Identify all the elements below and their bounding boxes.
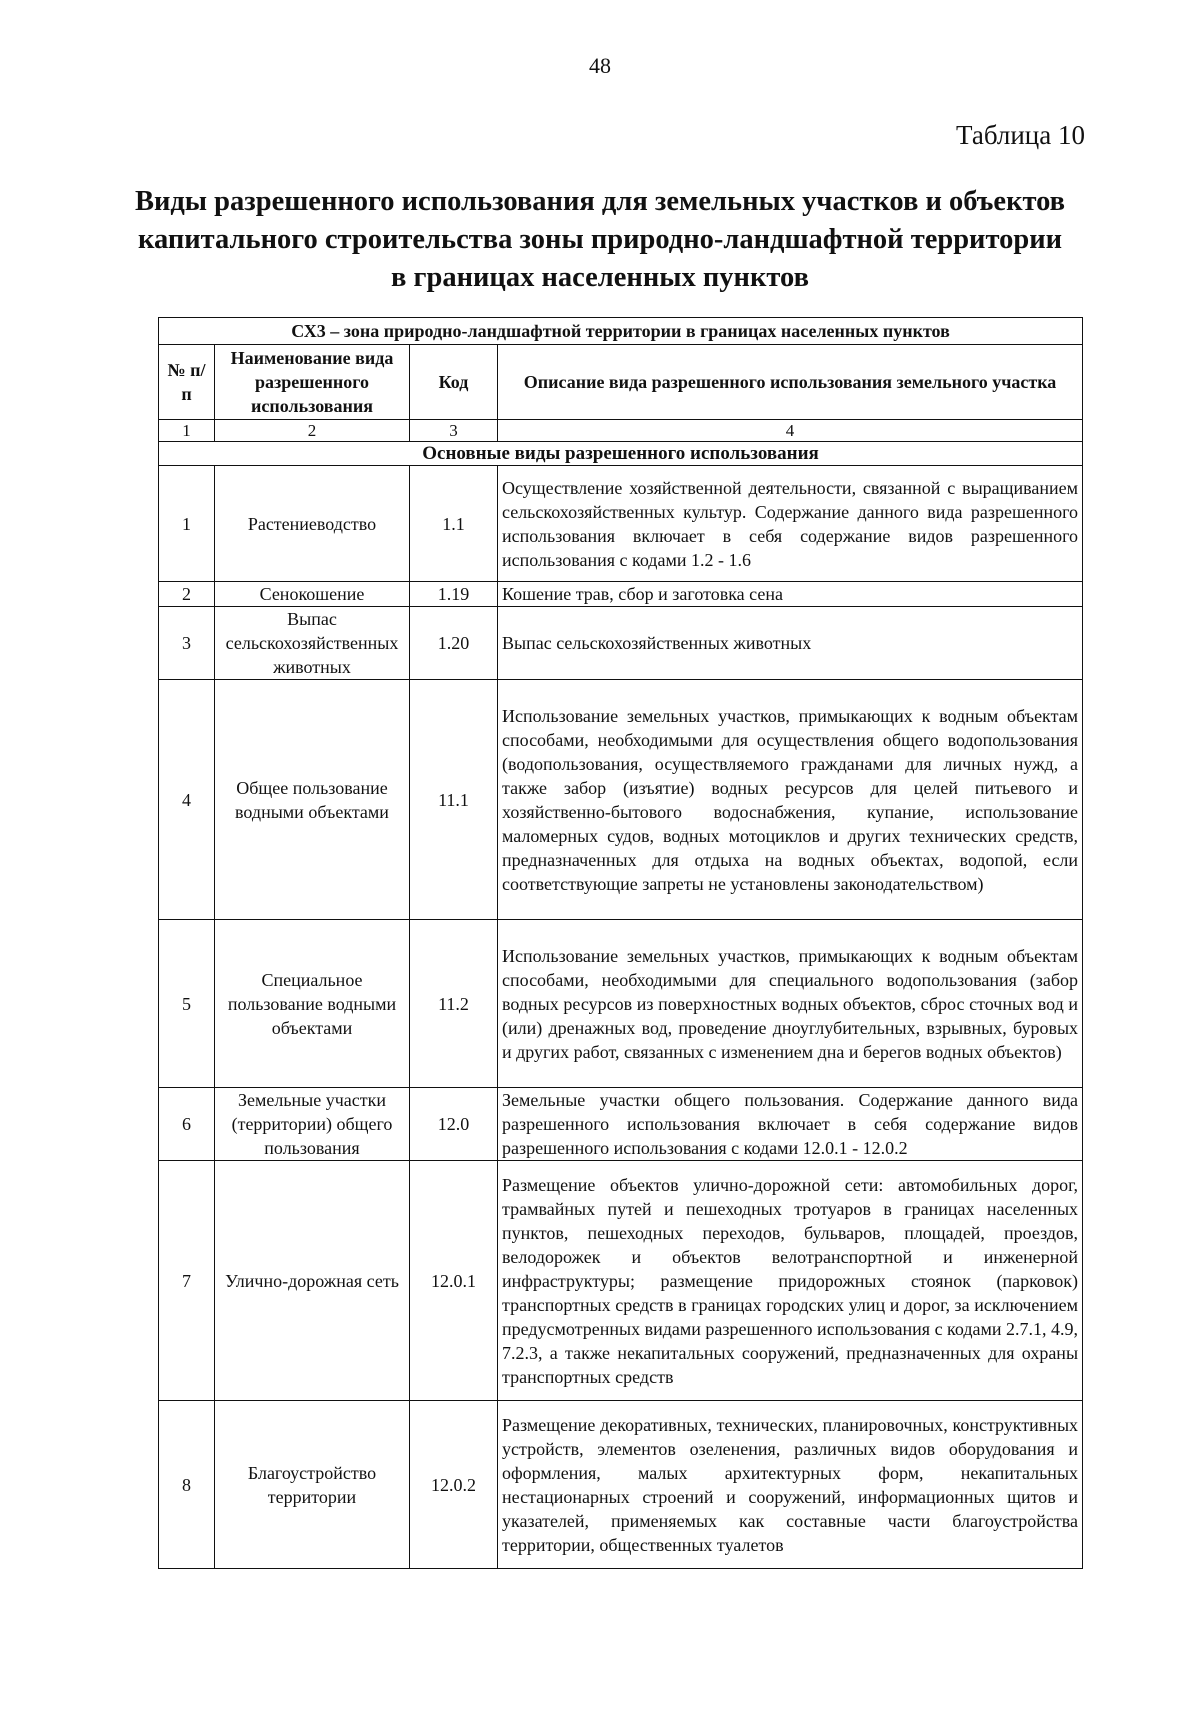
row-num: 3	[159, 607, 215, 680]
document-title: Виды разрешенного использования для земельных участков и объектов капитального строительства зоны природно-ландшафтной территории в границах населенных пунктов	[134, 186, 1066, 293]
column-number: 3	[410, 420, 498, 442]
row-name: Благоустройство территории	[215, 1401, 410, 1569]
header-code: Код	[410, 345, 498, 420]
permitted-use-table	[158, 317, 1083, 1569]
row-code: 1.1	[410, 466, 498, 582]
table-row	[159, 1161, 1083, 1401]
column-number: 1	[159, 420, 215, 442]
table-row	[159, 920, 1083, 1088]
table-row	[159, 607, 1083, 680]
row-code: 12.0.1	[410, 1161, 498, 1401]
row-description: Осуществление хозяйственной деятельности, связанной с выращиванием сельскохозяйственных культур. Содержание данного вида разрешенного использования включает в себя содержание видов разрешенного использования с кодами 1.2 - 1.6	[498, 466, 1083, 582]
row-name: Земельные участки (территории) общего пользования	[215, 1088, 410, 1161]
row-num: 5	[159, 920, 215, 1088]
row-description: Размещение декоративных, технических, планировочных, конструктивных устройств, элементов озеленения, различных видов оборудования и оформления, малых архитектурных форм, некапитальных нестационарных строений и сооружений, информационных щитов и указателей, применяемых как составные части благоустройства территории, общественных туалетов	[498, 1401, 1083, 1569]
zone-header: СХ3 – зона природно-ландшафтной территории в границах населенных пунктов	[159, 318, 1083, 345]
row-num: 1	[159, 466, 215, 582]
row-num: 6	[159, 1088, 215, 1161]
column-header-row	[159, 345, 1083, 420]
row-num: 7	[159, 1161, 215, 1401]
row-name: Улично-дорожная сеть	[215, 1161, 410, 1401]
row-code: 1.20	[410, 607, 498, 680]
header-description: Описание вида разрешенного использования земельного участка	[498, 345, 1083, 420]
table-row	[159, 1401, 1083, 1569]
row-num: 4	[159, 680, 215, 920]
row-description: Выпас сельскохозяйственных животных	[498, 607, 1083, 680]
row-name: Общее пользование водными объектами	[215, 680, 410, 920]
row-code: 12.0	[410, 1088, 498, 1161]
row-code: 1.19	[410, 582, 498, 607]
row-code: 12.0.2	[410, 1401, 498, 1569]
table-row	[159, 582, 1083, 607]
zone-header-row	[159, 318, 1083, 345]
section-row	[159, 442, 1083, 466]
row-num: 8	[159, 1401, 215, 1569]
page-number: 48	[589, 53, 611, 78]
row-name: Сенокошение	[215, 582, 410, 607]
row-name: Выпас сельскохозяйственных животных	[215, 607, 410, 680]
table-row	[159, 1088, 1083, 1161]
row-description: Использование земельных участков, примыкающих к водным объектам способами, необходимыми для осуществления общего водопользования (водопользования, осуществляемого гражданами для личных нужд, а также забор (изъятие) водных ресурсов для целей питьевого и хозяйственно-бытового водоснабжения, купание, использование маломерных судов, водных мотоциклов и других технических средств, предназначенных для отдыха на водных объектах, водопой, если соответствующие запреты не установлены законодательством)	[498, 680, 1083, 920]
header-name: Наименование вида разрешенного использования	[215, 345, 410, 420]
table-row	[159, 680, 1083, 920]
row-description: Размещение объектов улично-дорожной сети: автомобильных дорог, трамвайных путей и пешеходных тротуаров в границах населенных пунктов, пешеходных переходов, бульваров, площадей, проездов, велодорожек и объектов велотранспортной и инженерной инфраструктуры; размещение придорожных стоянок (парковок) транспортных средств в границах городских улиц и дорог, за исключением предусмотренных видами разрешенного использования с кодами 2.7.1, 4.9, 7.2.3, а также некапитальных сооружений, предназначенных для охраны транспортных средств	[498, 1161, 1083, 1401]
row-num: 2	[159, 582, 215, 607]
row-description: Земельные участки общего пользования. Содержание данного вида разрешенного использования включает в себя содержание видов разрешенного использования с кодами 12.0.1 - 12.0.2	[498, 1088, 1083, 1161]
row-description: Использование земельных участков, примыкающих к водным объектам способами, необходимыми для специального водопользования (забор водных ресурсов из поверхностных водных объектов, сброс сточных вод и (или) дренажных вод, проведение дноуглубительных, взрывных, буровых и других работ, связанных с изменением дна и берегов водных объектов)	[498, 920, 1083, 1088]
column-number: 2	[215, 420, 410, 442]
column-number-row	[159, 420, 1083, 442]
row-name: Растениеводство	[215, 466, 410, 582]
table-row	[159, 466, 1083, 582]
row-code: 11.2	[410, 920, 498, 1088]
column-number: 4	[498, 420, 1083, 442]
header-num: № п/п	[159, 345, 215, 420]
row-description: Кошение трав, сбор и заготовка сена	[498, 582, 1083, 607]
section-heading: Основные виды разрешенного использования	[159, 442, 1083, 466]
row-name: Специальное пользование водными объектами	[215, 920, 410, 1088]
table-label: Таблица 10	[956, 120, 1085, 150]
row-code: 11.1	[410, 680, 498, 920]
